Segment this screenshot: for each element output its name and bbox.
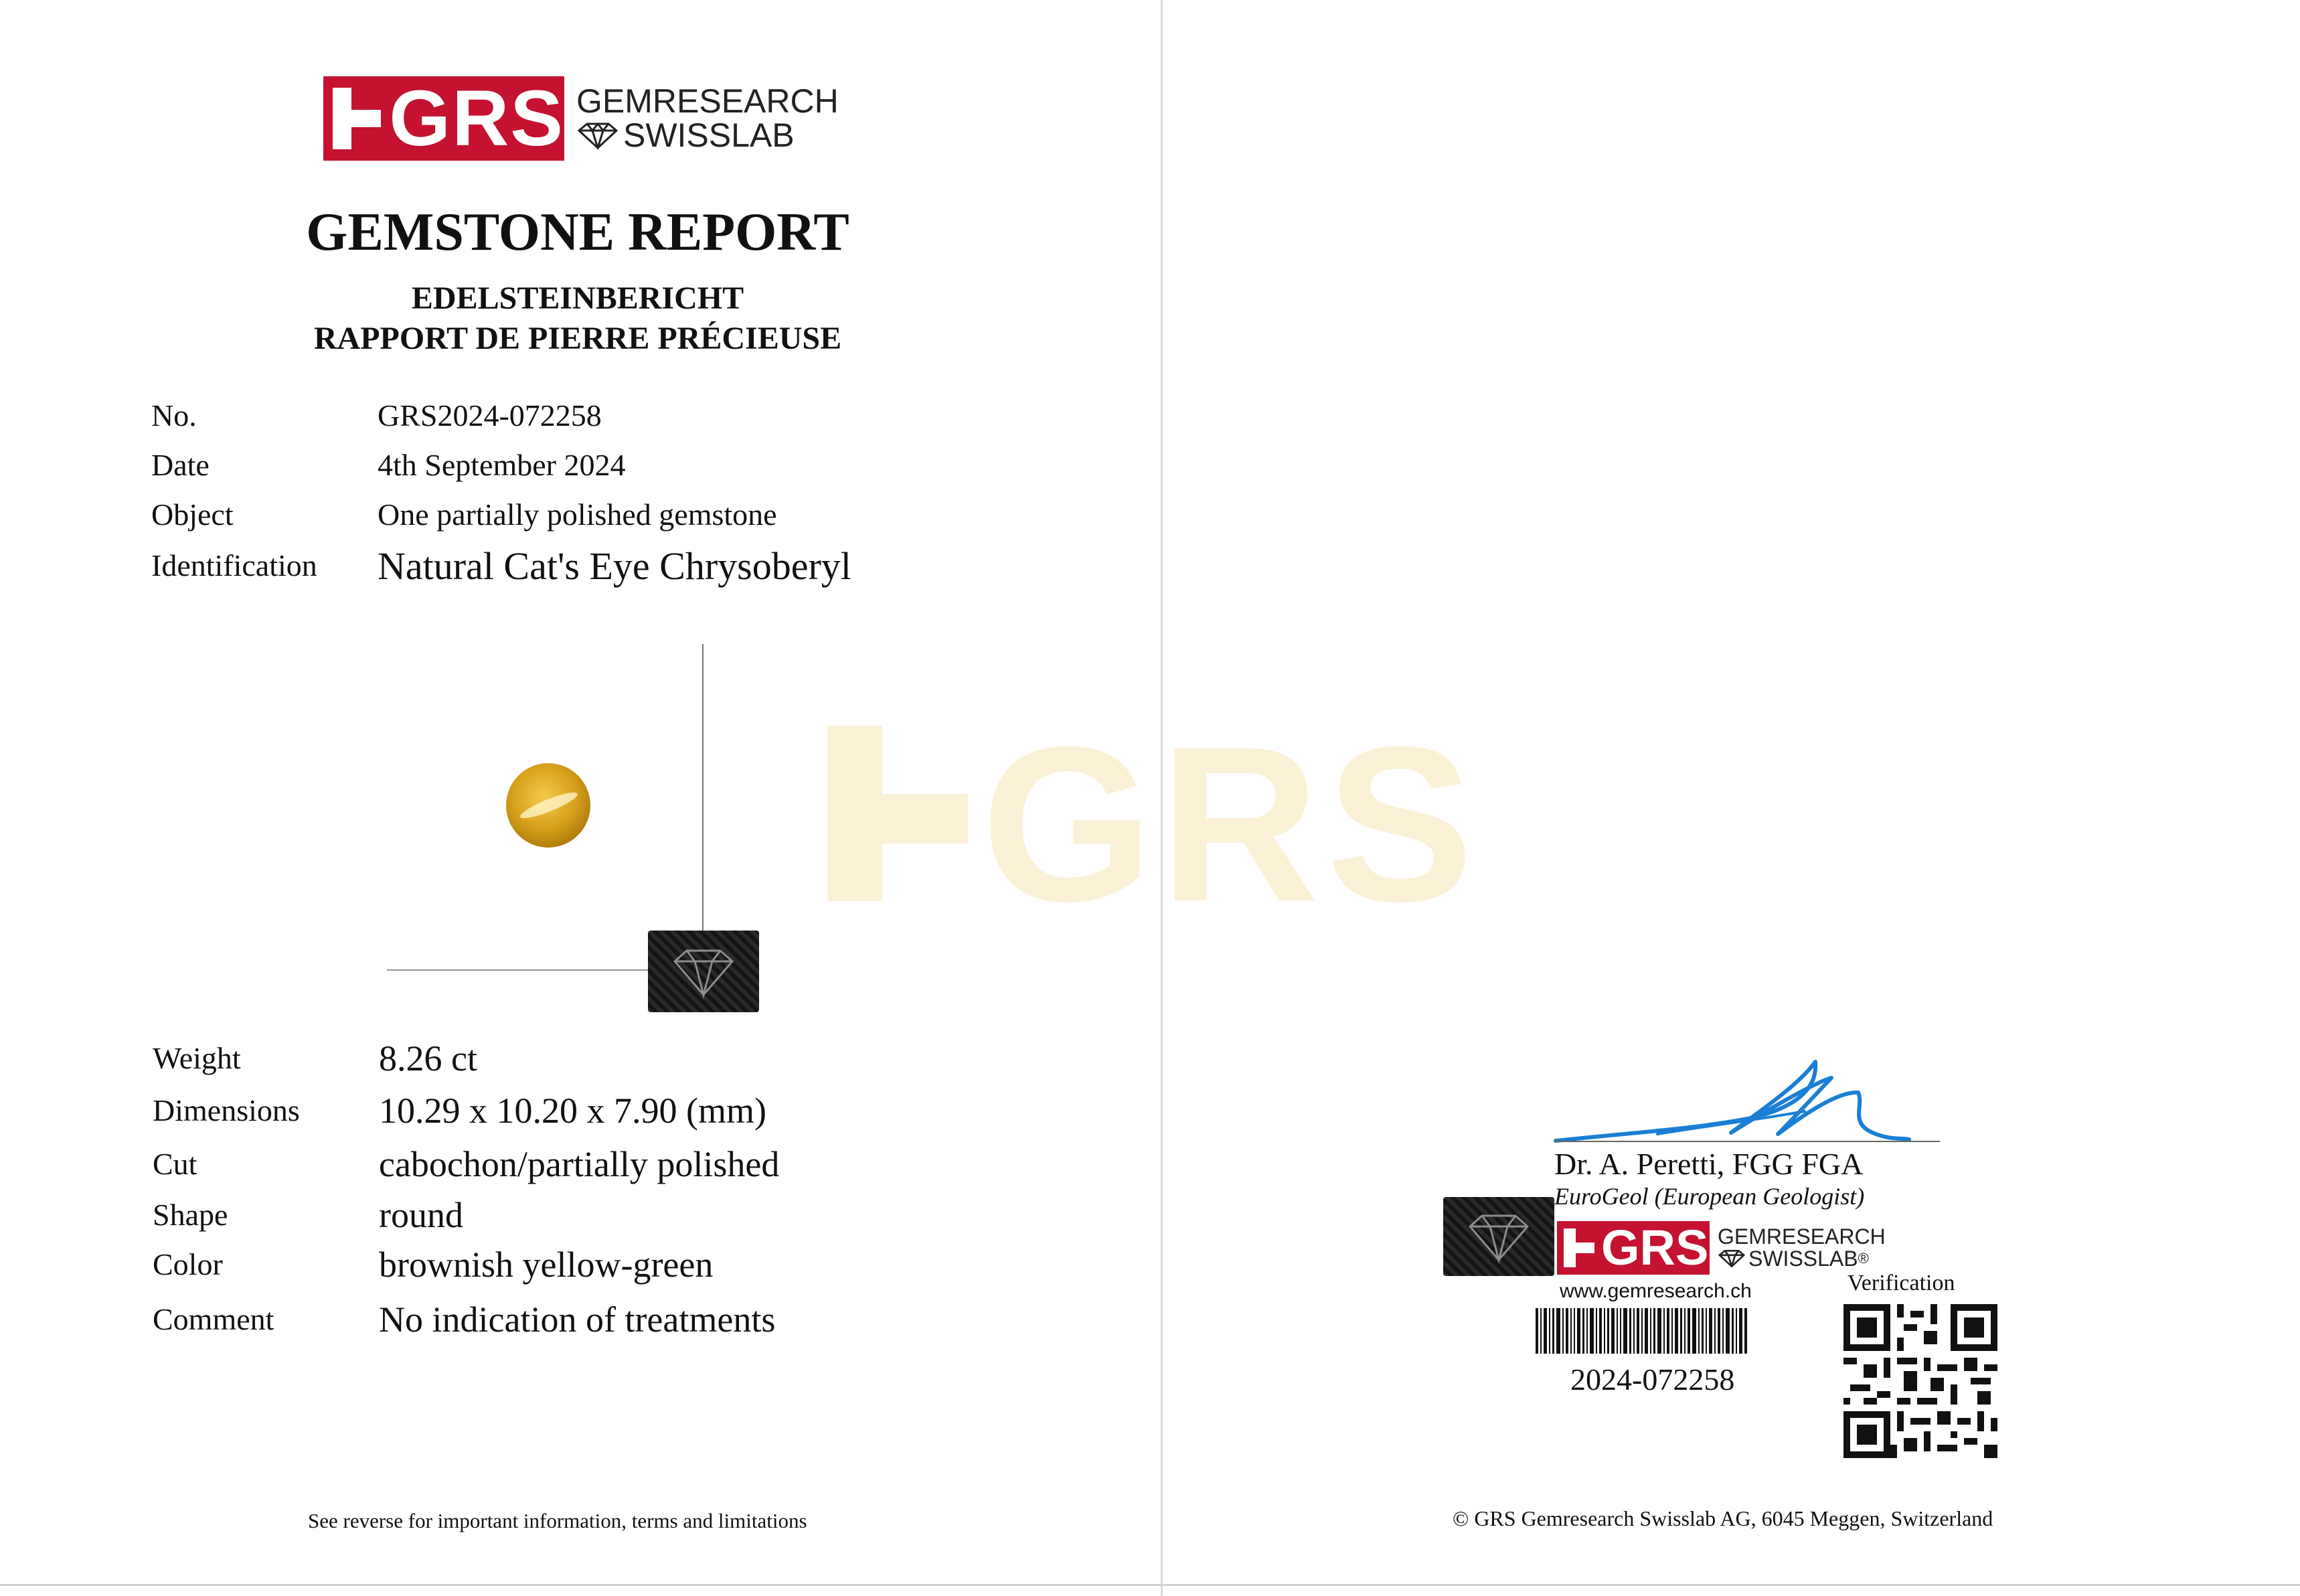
- hologram-seal-right: [1443, 1197, 1554, 1276]
- logo-line1: GEMRESEARCH: [576, 82, 839, 120]
- hologram-seal-left: [648, 931, 759, 1012]
- logo-line2-row: [576, 118, 839, 153]
- barcode-number: 2024-072258: [1570, 1362, 1735, 1396]
- field-label-dimensions: Dimensions: [153, 1093, 300, 1127]
- signature-scribble: [1550, 1054, 1912, 1147]
- verification-qr-code[interactable]: [1843, 1304, 1997, 1458]
- field-label-comment: Comment: [153, 1302, 274, 1336]
- watermark-cross-icon: [827, 714, 968, 901]
- report-subtitle-de: EDELSTEINBERICHT: [411, 281, 744, 316]
- field-value-object: One partially polished gemstone: [378, 497, 777, 532]
- field-label-date: Date: [151, 448, 210, 482]
- grs-watermark: [827, 700, 1481, 947]
- field-value-dimensions: 10.29 x 10.20 x 7.90 (mm): [379, 1091, 766, 1131]
- swiss-cross-icon: [333, 88, 378, 149]
- logo-line2-row-small: [1718, 1248, 1886, 1270]
- logo-wordmark: [576, 84, 839, 153]
- website-link[interactable]: www.gemresearch.ch: [1560, 1280, 1752, 1302]
- field-label-cut: Cut: [153, 1147, 197, 1181]
- field-value-comment: No indication of treatments: [379, 1299, 776, 1340]
- diamond-icon: [648, 931, 759, 1012]
- field-value-identification: Natural Cat's Eye Chrysoberyl: [378, 544, 851, 588]
- signatory-title: EuroGeol (European Geologist): [1554, 1183, 1865, 1210]
- field-value-cut: cabochon/partially polished: [379, 1144, 780, 1184]
- logo-line2-small: SWISSLAB: [1748, 1247, 1858, 1271]
- verification-label: Verification: [1847, 1271, 1955, 1295]
- field-label-identification: Identification: [151, 548, 317, 582]
- field-value-no: GRS2024-072258: [378, 398, 602, 432]
- field-label-object: Object: [151, 497, 234, 532]
- registered-mark: ®: [1858, 1250, 1869, 1267]
- report-subtitle-fr: RAPPORT DE PIERRE PRÉCIEUSE: [313, 321, 842, 356]
- barcode: [1536, 1308, 1749, 1354]
- swiss-cross-icon: [1564, 1228, 1594, 1267]
- field-label-no: No.: [151, 398, 197, 432]
- field-value-color: brownish yellow-green: [379, 1245, 714, 1285]
- field-label-color: Color: [153, 1247, 223, 1281]
- logo-red-box: [323, 76, 564, 161]
- footer-left-note: See reverse for important information, terms and limitations: [308, 1509, 807, 1532]
- crosshair-vertical-line: [702, 644, 704, 933]
- diamond-icon: [576, 123, 619, 149]
- signatory-name: Dr. A. Peretti, FGG FGA: [1554, 1147, 1864, 1181]
- logo-wordmark-small: [1718, 1226, 1886, 1269]
- watermark-text: GRS: [981, 700, 1481, 947]
- diamond-icon: [1718, 1250, 1746, 1267]
- field-value-date: 4th September 2024: [378, 448, 626, 482]
- logo-line1-small: GEMRESEARCH: [1718, 1224, 1886, 1249]
- field-value-shape: round: [379, 1195, 463, 1235]
- footer-right-copyright: © GRS Gemresearch Swisslab AG, 6045 Meggen, Switzerland: [1453, 1506, 1993, 1530]
- logo-box-text: GRS: [389, 74, 564, 163]
- signature-line: [1554, 1141, 1940, 1142]
- field-label-weight: Weight: [153, 1041, 241, 1075]
- logo-box-text-small: GRS: [1601, 1220, 1709, 1275]
- field-value-weight: 8.26 ct: [379, 1038, 477, 1079]
- grs-logo-small: [1557, 1221, 1886, 1275]
- report-title: GEMSTONE REPORT: [306, 203, 849, 262]
- crosshair-horizontal-line: [387, 969, 648, 971]
- qr-code-icon: [1843, 1304, 1997, 1458]
- logo-red-box-small: [1557, 1221, 1710, 1275]
- page-bottom-edge: [0, 1584, 2300, 1586]
- logo-line2: SWISSLAB: [623, 116, 795, 154]
- field-label-shape: Shape: [153, 1198, 228, 1232]
- grs-logo: [323, 76, 839, 161]
- diamond-icon: [1443, 1197, 1554, 1276]
